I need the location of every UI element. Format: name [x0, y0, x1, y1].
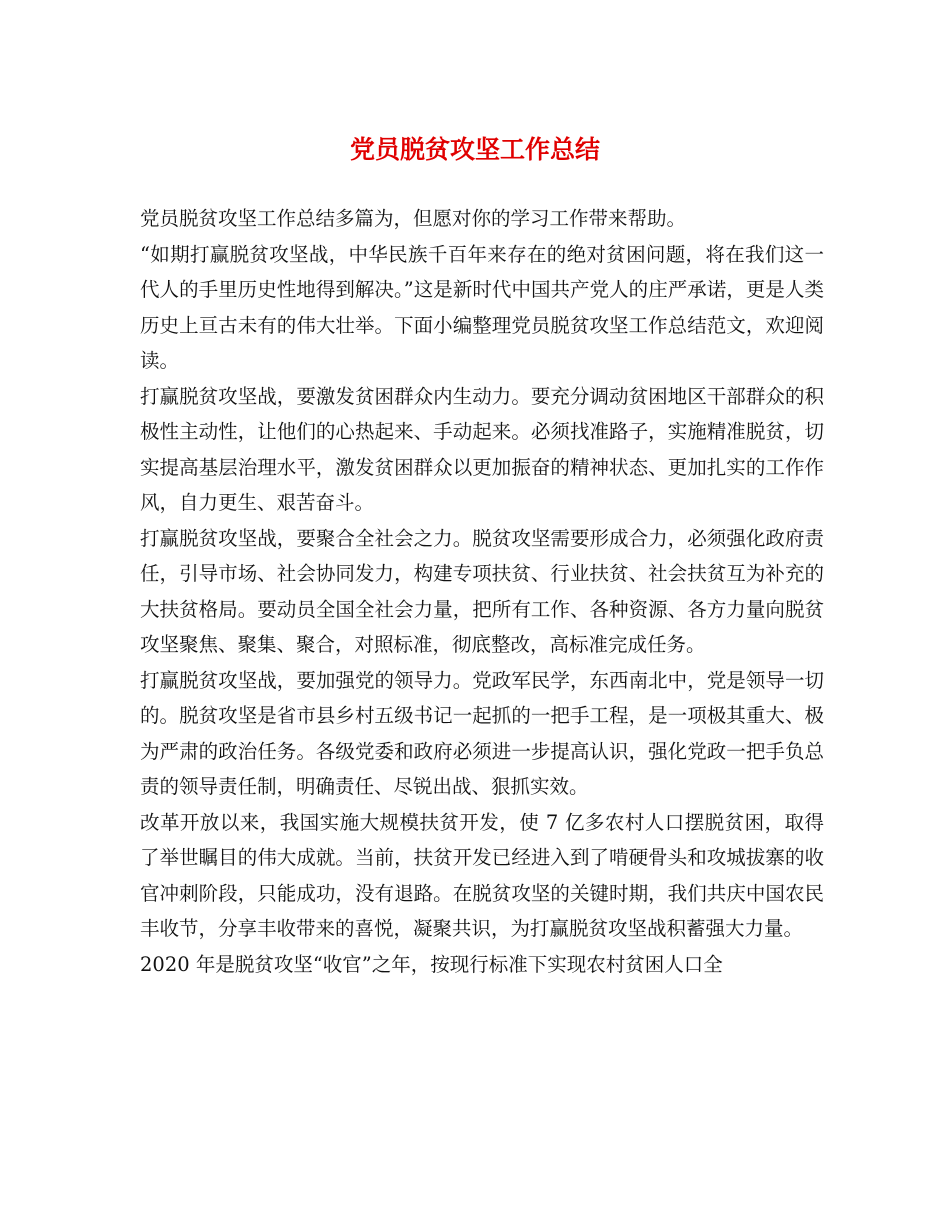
paragraph-quote: “如期打赢脱贫攻坚战，中华民族千百年来存在的绝对贫困问题，将在我们这一代人的手里历史性地得到解决。”这是新时代中国共产党人的庄严承诺，更是人类历史上亘古未有的伟大壮举。下面小编整理党员脱贫攻坚工作总结范文，欢迎阅读。 — [140, 242, 824, 372]
document-body — [140, 201, 824, 982]
paragraph-society: 打赢脱贫攻坚战，要聚合全社会之力。脱贫攻坚需要形成合力，必须强化政府责任，引导市场、社会协同发力，构建专项扶贫、行业扶贫、社会扶贫互为补充的大扶贫格局。要动员全国全社会力量，把所有工作、各种资源、各方力量向脱贫攻坚聚焦、聚集、聚合，对照标准，彻底整改，高标准完成任务。 — [140, 526, 824, 656]
document-title: 党员脱贫攻坚工作总结 — [349, 135, 600, 164]
paragraph-motivation: 打赢脱贫攻坚战，要激发贫困群众内生动力。要充分调动贫困地区干部群众的积极性主动性，让他们的心热起来、手动起来。必须找准路子，实施精准脱贫，切实提高基层治理水平，激发贫困群众以更加振奋的精神状态、更加扎实的工作作风，自力更生、艰苦奋斗。 — [140, 384, 824, 514]
paragraph-reform: 改革开放以来，我国实施大规模扶贫开发，使 7 亿多农村人口摆脱贫困，取得了举世瞩目的伟大成就。当前，扶贫开发已经进入到了啃硬骨头和攻城拔寨的收官冲刺阶段，只能成功，没有退路。在脱贫攻坚的关键时期，我们共庆中国农民丰收节，分享丰收带来的喜悦，凝聚共识，为打赢脱贫攻坚战积蓄强大力量。 — [140, 810, 824, 940]
paragraph-leadership: 打赢脱贫攻坚战，要加强党的领导力。党政军民学，东西南北中，党是领导一切的。脱贫攻坚是省市县乡村五级书记一起抓的一把手工程，是一项极其重大、极为严肃的政治任务。各级党委和政府必须进一步提高认识，强化党政一把手负总责的领导责任制，明确责任、尽锐出战、狠抓实效。 — [140, 668, 824, 798]
paragraph-2020: 2020 年是脱贫攻坚“收官”之年，按现行标准下实现农村贫困人口全 — [140, 952, 723, 976]
paragraph-intro: 党员脱贫攻坚工作总结多篇为，但愿对你的学习工作带来帮助。 — [140, 207, 687, 230]
